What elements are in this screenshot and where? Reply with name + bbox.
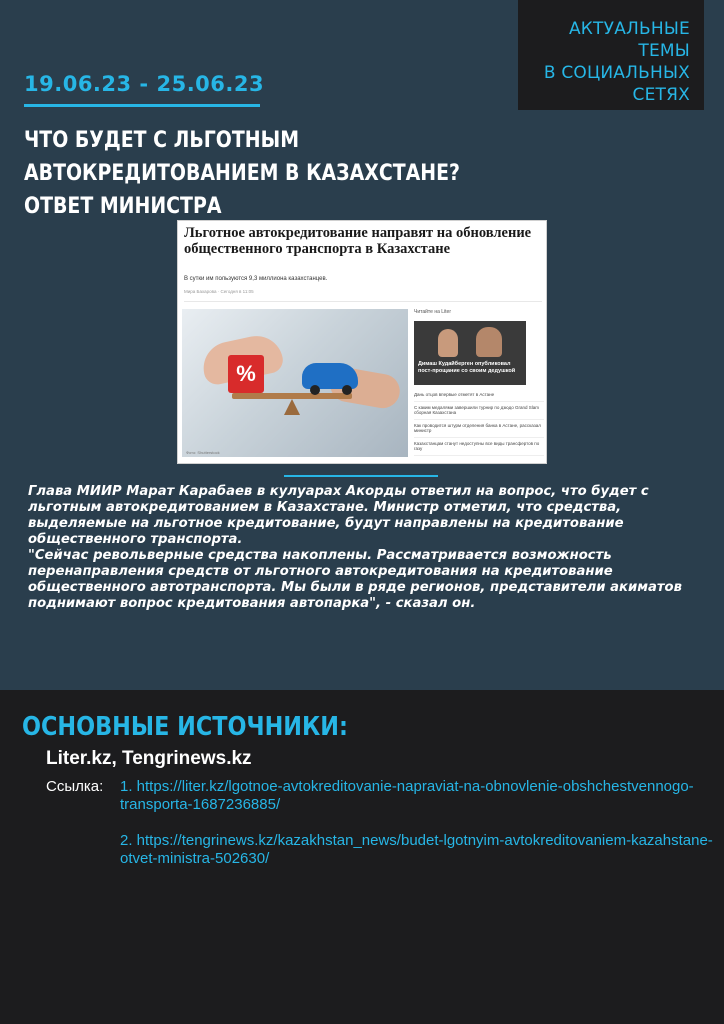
sources-names: Liter.kz, Tengrinews.kz bbox=[46, 748, 252, 769]
corner-label-line: В СОЦИАЛЬНЫХ bbox=[543, 63, 690, 83]
article-meta: Мира Бахарова · Сегодня в 11:05 bbox=[184, 289, 254, 294]
article-screenshot bbox=[177, 220, 547, 464]
page-title: ЧТО БУДЕТ С ЛЬГОТНЫМ АВТОКРЕДИТОВАНИЕМ В КАЗАХСТАНЕ? ОТВЕТ МИНИСТРА bbox=[24, 128, 461, 219]
sidebar-item: Как проводится штурм отделения банка в Астане, рассказал министр bbox=[414, 420, 544, 438]
article-photo bbox=[182, 309, 408, 457]
sidebar-heading: Читайте на Liter bbox=[414, 309, 451, 315]
article-divider bbox=[184, 301, 542, 302]
person-figure bbox=[476, 327, 502, 357]
body-quote: "Сейчас револьверные средства накоплены. Рассматривается возможность перенаправления средств от льготного автокредитования на кредитование общественного автотранспорта. Мы были в ряде регионов, представители акиматов поднимают вопрос кредитования автопарка", - сказал он. bbox=[28, 548, 682, 611]
seesaw-pivot bbox=[284, 399, 300, 415]
car-wheel bbox=[342, 385, 352, 395]
seesaw-plank bbox=[232, 393, 352, 399]
source-link-tengrinews[interactable]: 2. https://tengrinews.kz/kazakhstan_news/budet-lgotnyim-avtokreditovaniem-kazahstane-otvet-ministra-502630/ bbox=[120, 832, 713, 867]
sidebar-feature-card bbox=[414, 321, 526, 385]
photo-credit: Фото: Shutterstock bbox=[186, 450, 220, 455]
sources-title: ОСНОВНЫЕ ИСТОЧНИКИ: bbox=[22, 712, 348, 742]
article-lead: В сутки им пользуются 9,3 миллиона казахстанцев. bbox=[184, 276, 328, 282]
body-paragraph: Глава МИИР Марат Карабаев в кулуарах Акорды ответил на вопрос, что будет с льготным автокредитованием в Казахстане. Министр отметил, что средства, выделяемые на льготное кредитование, будут направлены на кредитование общественного транспорта. bbox=[28, 484, 649, 547]
date-range: 19.06.23 - 25.06.23 bbox=[24, 72, 265, 96]
sidebar-item: Дань отцов впервые отметят в Астане bbox=[414, 389, 544, 402]
sidebar-item: Казахстанцам станут недоступны все виды трансфертов по газу bbox=[414, 438, 544, 456]
car-wheel bbox=[310, 385, 320, 395]
section-divider bbox=[284, 475, 438, 477]
sidebar-item: С каким медалями завершили турнир по дзюдо Grand Slam сборная Казахстана bbox=[414, 402, 544, 420]
corner-label-line: СЕТЯХ bbox=[632, 85, 690, 105]
link-label: Ссылка: bbox=[46, 778, 104, 795]
date-underline bbox=[24, 104, 260, 107]
corner-label-line: АКТУАЛЬНЫЕ ТЕМЫ bbox=[568, 19, 690, 61]
percent-cube-icon: % bbox=[228, 355, 264, 393]
source-link-liter[interactable]: 1. https://liter.kz/lgotnoe-avtokreditovanie-napraviat-na-obnovlenie-obshchestvennogo-transporta-1687236885/ bbox=[120, 778, 694, 813]
article-title: Льготное автокредитование направят на обновление общественного транспорта в Казахстане bbox=[184, 225, 532, 257]
article-body bbox=[28, 484, 700, 612]
sidebar-card-caption: Димаш Кудайберген опубликовал пост-прощание со своим дедушкой bbox=[418, 361, 516, 374]
article-sidebar bbox=[414, 309, 544, 456]
person-figure bbox=[438, 329, 458, 357]
topic-corner-label bbox=[518, 0, 704, 110]
